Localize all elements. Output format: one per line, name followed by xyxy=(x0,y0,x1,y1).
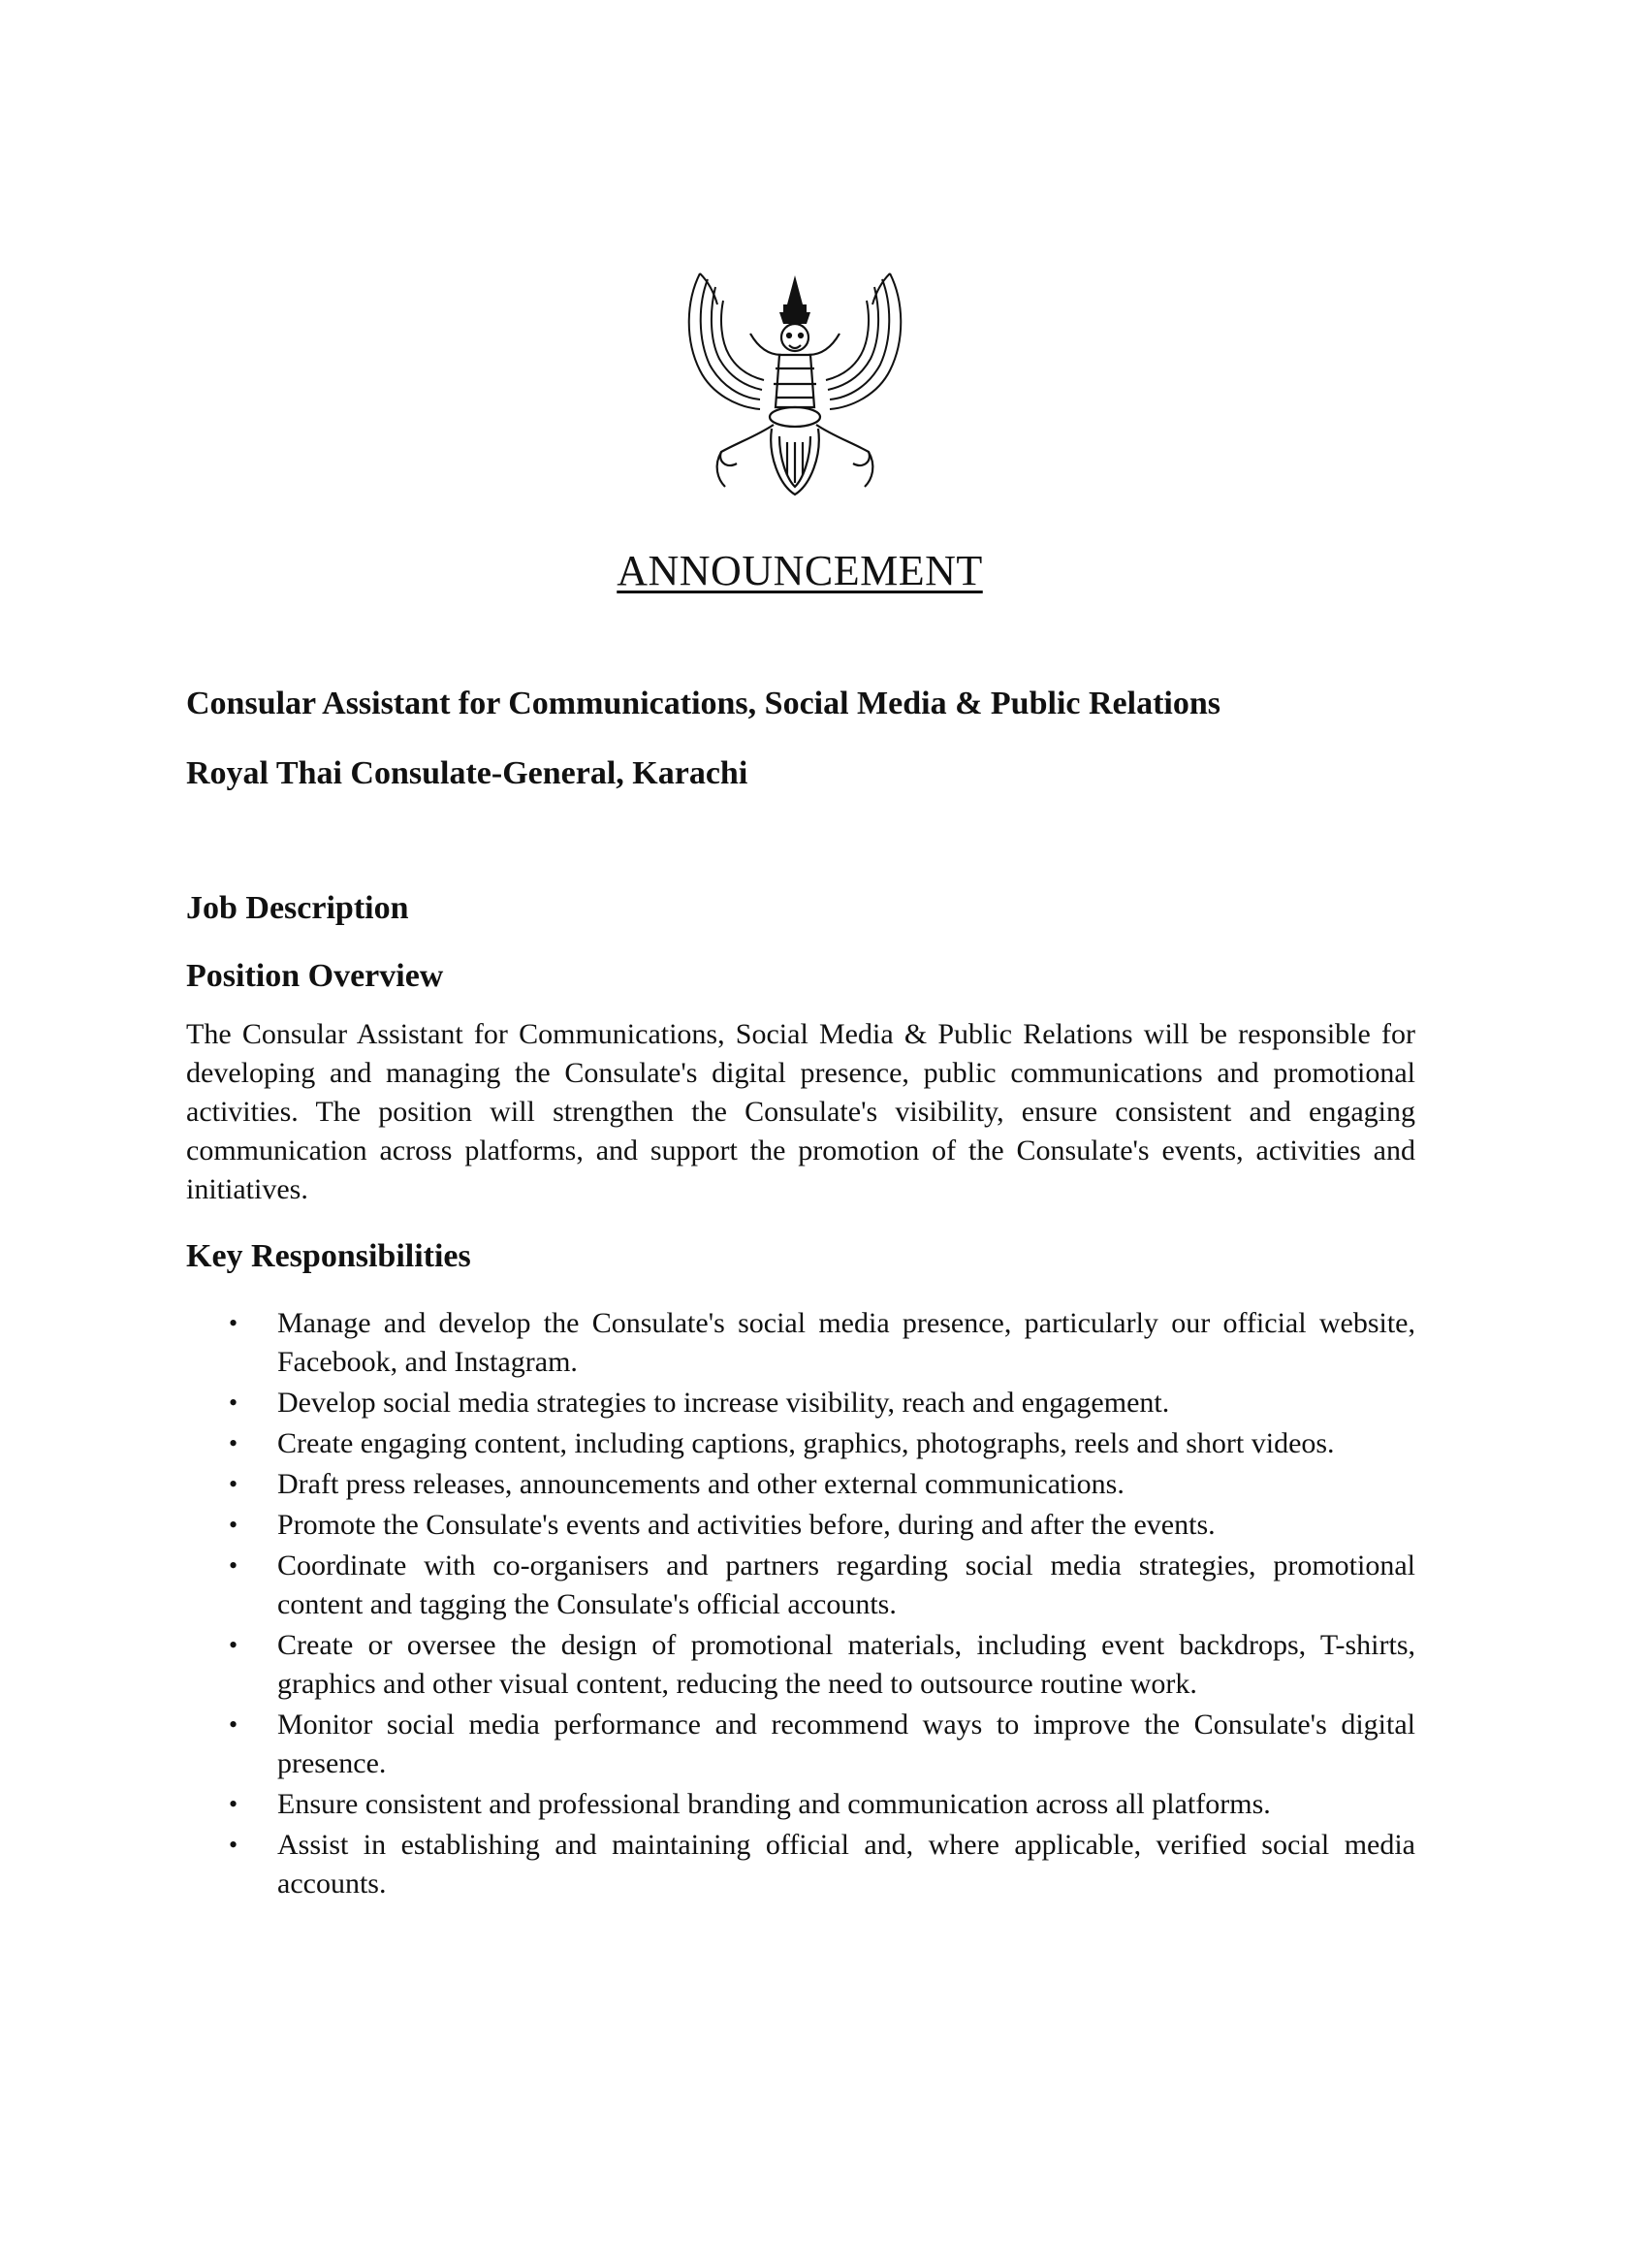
office-name: Royal Thai Consulate-General, Karachi xyxy=(186,755,748,791)
responsibility-text: Draft press releases, announcements and other external communications. xyxy=(277,1468,1125,1500)
bullet-icon: • xyxy=(229,1710,238,1739)
bullet-icon: • xyxy=(229,1429,238,1457)
list-item xyxy=(186,1785,1415,1824)
responsibility-text: Create or oversee the design of promotional materials, including event backdrops, T-shirts, graphics and other visual content, reducing the need to outsource routine work. xyxy=(277,1629,1415,1700)
responsibility-text: Assist in establishing and maintaining official and, where applicable, verified social media accounts. xyxy=(277,1829,1415,1900)
list-item xyxy=(186,1304,1415,1382)
list-item xyxy=(186,1424,1415,1463)
list-item xyxy=(186,1547,1415,1624)
announcement-title-text: ANNOUNCEMENT xyxy=(617,547,983,594)
position-overview-text: The Consular Assistant for Communications, Social Media & Public Relations will be responsible for developing and managing the Consulate's digital presence, public communications and promotional activities. The position will strengthen the Consulate's visibility, ensure consistent and engaging communication across platforms, and support the promotion of the Consulate's events, activities and initiatives. xyxy=(186,1018,1415,1205)
garuda-emblem-icon xyxy=(679,262,911,514)
job-description-heading: Job Description xyxy=(186,890,409,926)
responsibilities-list xyxy=(186,1304,1415,1905)
responsibility-text: Develop social media strategies to increase visibility, reach and engagement. xyxy=(277,1387,1170,1419)
responsibility-text: Promote the Consulate's events and activities before, during and after the events. xyxy=(277,1509,1216,1541)
responsibility-text: Manage and develop the Consulate's social media presence, particularly our official website, Facebook, and Instagram. xyxy=(277,1307,1415,1378)
key-responsibilities-heading: Key Responsibilities xyxy=(186,1238,471,1274)
position-title: Consular Assistant for Communications, Social Media & Public Relations xyxy=(186,686,1220,721)
announcement-title xyxy=(0,546,1600,595)
bullet-icon: • xyxy=(229,1631,238,1659)
responsibility-text: Create engaging content, including captions, graphics, photographs, reels and short videos. xyxy=(277,1427,1335,1459)
list-item xyxy=(186,1384,1415,1422)
bullet-icon: • xyxy=(229,1389,238,1417)
list-item xyxy=(186,1506,1415,1545)
responsibility-text: Ensure consistent and professional branding and communication across all platforms. xyxy=(277,1788,1271,1820)
list-item xyxy=(186,1465,1415,1504)
list-item xyxy=(186,1706,1415,1783)
position-overview-heading: Position Overview xyxy=(186,958,444,994)
responsibility-text: Coordinate with co-organisers and partners regarding social media strategies, promotional content and tagging the Consulate's official accounts. xyxy=(277,1549,1415,1620)
bullet-icon: • xyxy=(229,1309,238,1337)
bullet-icon: • xyxy=(229,1831,238,1859)
responsibility-text: Monitor social media performance and recommend ways to improve the Consulate's digital presence. xyxy=(277,1709,1415,1779)
bullet-icon: • xyxy=(229,1790,238,1818)
list-item xyxy=(186,1826,1415,1903)
list-item xyxy=(186,1626,1415,1704)
bullet-icon: • xyxy=(229,1551,238,1580)
bullet-icon: • xyxy=(229,1511,238,1539)
bullet-icon: • xyxy=(229,1470,238,1498)
